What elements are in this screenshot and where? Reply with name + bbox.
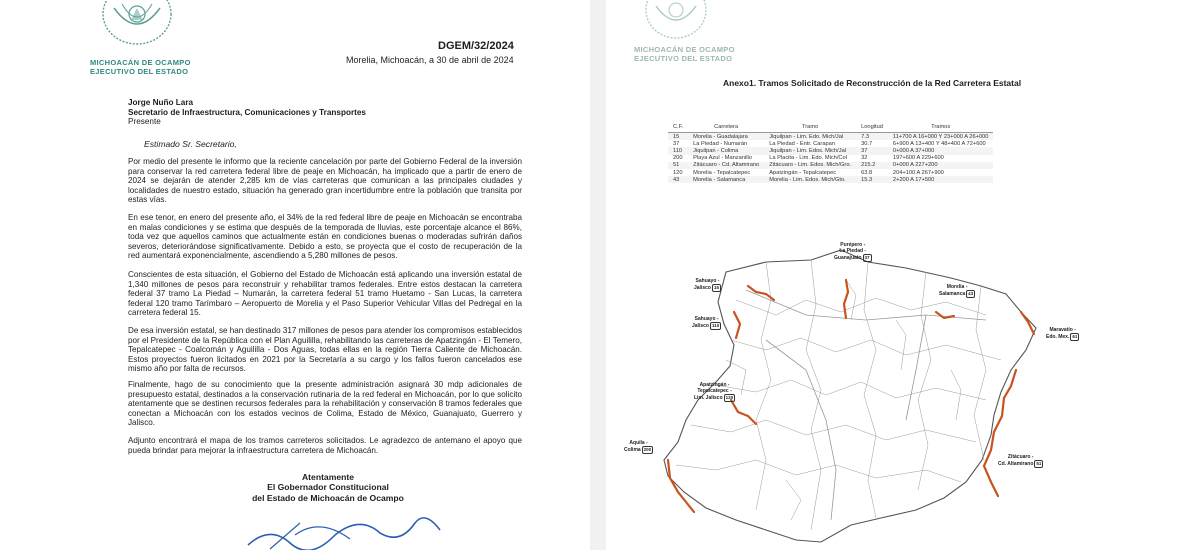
table-cell: 63.8 bbox=[861, 169, 873, 176]
map-label-text: Purépero - bbox=[840, 242, 866, 248]
table-cell: La Piedad - Numarán bbox=[693, 140, 748, 147]
recipient-block bbox=[128, 98, 366, 127]
column-header: Longitud bbox=[856, 124, 888, 133]
table-cell: 30.7 bbox=[861, 140, 873, 147]
map-label-sahuayo-110 bbox=[692, 316, 721, 330]
table-cell: 110 bbox=[668, 147, 688, 154]
map-label-morelia-43 bbox=[939, 284, 975, 298]
highway-shield-icon: 43 bbox=[968, 291, 974, 296]
map-label-text bbox=[694, 284, 721, 292]
table-row bbox=[668, 133, 993, 141]
map-label-text bbox=[624, 446, 653, 454]
table-cell: Jiquilpan - Colima bbox=[688, 147, 764, 154]
table-cell: 215.2 bbox=[856, 162, 888, 169]
recipient-title: Secretario de Infraestructura, Comunicaciones y Transportes bbox=[128, 107, 366, 117]
map-label-apatzingan-120 bbox=[694, 382, 735, 402]
column-header: Tramo bbox=[764, 124, 856, 133]
table-cell: 197+600 A 229+600 bbox=[892, 155, 944, 162]
agency-name-annex bbox=[634, 45, 735, 63]
page-gutter bbox=[590, 0, 606, 550]
table-cell: 43 bbox=[668, 176, 688, 183]
map-label-text: Colima bbox=[624, 447, 641, 453]
map-label-maravatio-61 bbox=[1046, 327, 1079, 341]
map-label-text bbox=[1046, 333, 1079, 341]
highway-shield-icon: 15 bbox=[713, 285, 719, 290]
table-cell: 0+000 A 227+200 bbox=[888, 162, 994, 169]
agency-line-2: EJECUTIVO DEL ESTADO bbox=[90, 67, 189, 76]
table-cell: Playa Azul - Manzanillo bbox=[693, 155, 752, 162]
map-label-text bbox=[998, 460, 1043, 468]
map-label-sahuayo-15 bbox=[694, 278, 721, 292]
map-label-text: Morelia - bbox=[946, 284, 968, 290]
body-paragraph-6: Adjunto encontrará el mapa de los tramos carreteros solicitados. Le agradezco de antemano el apoyo que pueda brindar para mejorar la infraestructura carretera de Michoacán. bbox=[128, 436, 522, 455]
column-header: Carretera bbox=[688, 124, 764, 133]
document-number: DGEM/32/2024 bbox=[438, 40, 514, 52]
map-label-aquila-200 bbox=[624, 440, 653, 454]
annex-title: Anexo1. Tramos Solicitado de Reconstrucción de la Red Carretera Estatal bbox=[723, 78, 1022, 88]
map-label-text: La Piedad - bbox=[839, 248, 867, 254]
map-label-text: Lim. Jalisco bbox=[694, 395, 723, 401]
body-paragraph-5: Finalmente, hago de su conocimiento que la presente administración asignará 30 mdp adicionales de presupuesto estatal, destinados a la conservación rutinaria de la red federal en Michoacán, por lo que solicito atentamente que se destinen recursos federales para la rehabilitación y conservación 8 tramos federales que conectan a Michoacán con los estados vecinos de Colima, Estado de México, Guanajuato, Guerrero y Jalisco. bbox=[128, 380, 522, 428]
body-paragraph-3: Conscientes de esta situación, el Gobierno del Estado de Michoacán está aplicando una inversión estatal de 1,340 millones de pesos para reconstruir y rehabilitar tramos federales. Entre estos destacan la carretera federal 37 tramo La Piedad – Numarán, la carretera federal 51 tramo Huetamo - San Lucas, la carretera federal 120 tramo Tarímbaro – Aeropuerto de Morelia y el Paso Superior Vehicular Villas del Pedregal en la carretera federal 15. bbox=[128, 270, 522, 318]
table-cell: Morelia - Salamanca bbox=[688, 176, 764, 183]
letter-page bbox=[0, 0, 590, 550]
table-cell: 200 bbox=[673, 155, 683, 162]
agency-name bbox=[90, 58, 191, 76]
map-label-text: Jalisco bbox=[692, 323, 709, 329]
map-label-text: Aquila - bbox=[629, 440, 648, 446]
map-label-text: Sahuayo - bbox=[695, 278, 720, 284]
table-cell: Morelia - Guadalajara bbox=[688, 133, 764, 141]
table-cell: 2+200 A 17+500 bbox=[888, 176, 994, 183]
highway-shield-icon: 61 bbox=[1072, 334, 1078, 339]
state-seal-logo bbox=[92, 0, 182, 48]
table-cell: 37 bbox=[673, 140, 680, 147]
table-cell: 120 bbox=[673, 169, 683, 176]
map-label-text: Guanajuato bbox=[834, 255, 862, 261]
map-label-text: Maravatío - bbox=[1049, 327, 1076, 333]
highway-shield-icon: 200 bbox=[643, 447, 652, 452]
table-cell: 7.3 bbox=[856, 133, 888, 141]
signer-line-2: del Estado de Michoacán de Ocampo bbox=[252, 492, 404, 503]
roads-table bbox=[668, 124, 993, 183]
table-cell: 11+700 A 16+000 Y 23+000 A 26+000 bbox=[888, 133, 994, 141]
handwritten-signature bbox=[240, 505, 460, 550]
body-paragraph-4: De esa inversión estatal, se han destinado 317 millones de pesos para atender los compromisos establecidos por el Presidente de la República con el Plan Aguililla, rehabilitando las carreteras de Apatzingán - El Temero, Tepalcatepec - Coalcomán y Aguililla - Dos Aguas, todas ellas en la región Tierra Caliente de Michoacán. Estos proyectos fueron licitados en 2021 por la Secretaría a su cargo y los fallos fueron cancelados ese mismo año por falta de recursos. bbox=[128, 326, 522, 374]
table-cell: La Piedad - Entr. Carapan bbox=[769, 140, 835, 147]
greeting: Estimado Sr. Secretario, bbox=[144, 139, 237, 149]
agency-line-1: MICHOACÁN DE OCAMPO bbox=[90, 58, 191, 67]
table-cell: Zitácuaro - Cd. Altamirano bbox=[688, 162, 764, 169]
map-label-text: Apatzingán - bbox=[699, 382, 730, 388]
column-header: Tramos bbox=[888, 124, 994, 133]
highway-shield-icon: 120 bbox=[725, 395, 734, 400]
table-cell: Morelia - Lim. Edos. Mich/Gto. bbox=[764, 176, 856, 183]
table-cell: 37 bbox=[856, 147, 888, 154]
table-row bbox=[668, 155, 993, 162]
map-label-zitacuaro-51 bbox=[998, 454, 1043, 468]
table-row bbox=[668, 162, 993, 169]
map-label-text: Sahuayo - bbox=[694, 316, 719, 322]
table-row bbox=[668, 169, 993, 176]
annex-agency-line-1: MICHOACÁN DE OCAMPO bbox=[634, 45, 735, 54]
table-cell: 6+900 A 13+400 Y 48+400 A 72+600 bbox=[892, 140, 986, 147]
table-cell: Apatzingán - Tepalcatepec bbox=[769, 169, 837, 176]
place-date: Morelia, Michoacán, a 30 de abril de 2024 bbox=[346, 55, 514, 65]
table-cell: 0+000 A 37+000 bbox=[888, 147, 994, 154]
signature-block bbox=[228, 472, 428, 503]
map-label-text bbox=[694, 394, 735, 402]
table-cell: Jiquilpan - Lim. Edo. Mich/Jal bbox=[764, 133, 856, 141]
map-label-text bbox=[692, 322, 721, 330]
table-row bbox=[668, 176, 993, 183]
table-cell: Jiquilpan - Lim. Edos. Mich/Jal bbox=[764, 147, 856, 154]
table-cell: 15.3 bbox=[856, 176, 888, 183]
annex-agency-line-2: EJECUTIVO DEL ESTADO bbox=[634, 54, 733, 63]
map-label-text bbox=[939, 290, 975, 298]
highway-shield-icon: 110 bbox=[711, 323, 720, 328]
highway-shield-icon: 37 bbox=[864, 255, 870, 260]
table-cell: 32 bbox=[861, 155, 868, 162]
map-label-purepero-37 bbox=[834, 242, 872, 262]
table-row bbox=[668, 140, 993, 147]
map-label-text: Zitácuaro - bbox=[1007, 454, 1034, 460]
table-header-row bbox=[668, 124, 993, 133]
body-paragraph-1: Por medio del presente le informo que la reciente cancelación por parte del Gobierno Federal de la inversión para conservar la red carretera federal libre de peaje en Michoacán, ha implicado que a partir de enero de 2024 se dejarán de atender 2,285 km de vías carreteras que comunican a las principales ciudades y localidades de nuestro estado, situación ha generado gran incertidumbre entre la población que transita por estas vías. bbox=[128, 157, 522, 205]
recipient-name: Jorge Nuño Lara bbox=[128, 98, 194, 107]
column-header: C.F. bbox=[668, 124, 688, 133]
annex-page bbox=[606, 0, 1200, 550]
map-label-text: Jalisco bbox=[694, 285, 711, 291]
table-row bbox=[668, 147, 993, 154]
map-label-text: Salamanca bbox=[939, 291, 966, 297]
map-label-text: Tepalcatepec - bbox=[697, 388, 732, 394]
table-cell: 15 bbox=[668, 133, 688, 141]
highway-shield-icon: 51 bbox=[1036, 461, 1042, 466]
signer-line-1: El Gobernador Constitucional bbox=[267, 482, 389, 493]
table-cell: 204+100 A 267+900 bbox=[892, 169, 944, 176]
table-cell: La Placita - Lim. Edo. Mich/Col bbox=[769, 155, 847, 162]
map-label-text: Edo. Mex. bbox=[1046, 334, 1070, 340]
state-seal-logo-annex bbox=[636, 0, 716, 42]
map-label-text: Cd. Altamirano bbox=[998, 461, 1034, 467]
recipient-status: Presente bbox=[128, 117, 161, 127]
table-cell: Zitácuaro - Lim. Edos. Mich/Gro. bbox=[764, 162, 856, 169]
map-label-text bbox=[834, 254, 872, 262]
closing: Atentamente bbox=[301, 472, 355, 482]
table-cell: Morelia - Tepalcatepec bbox=[693, 169, 751, 176]
table-cell: 51 bbox=[668, 162, 688, 169]
body-paragraph-2: En ese tenor, en enero del presente año, el 34% de la red federal libre de peaje en Michoacán se encontraba en malas condiciones y se estima que después de la temporada de lluvias, este porcentaje alcance el 86%, toda vez que aquellos caminos que actualmente están en condiciones buenas o moderadas sufrirán daños severos, deteriorándose significativamente. Debido a esto, se proyecta que el costo de recuperación de la red aumentará exponencialmente, ascendiendo a 5,280 millones de pesos. bbox=[128, 213, 522, 261]
